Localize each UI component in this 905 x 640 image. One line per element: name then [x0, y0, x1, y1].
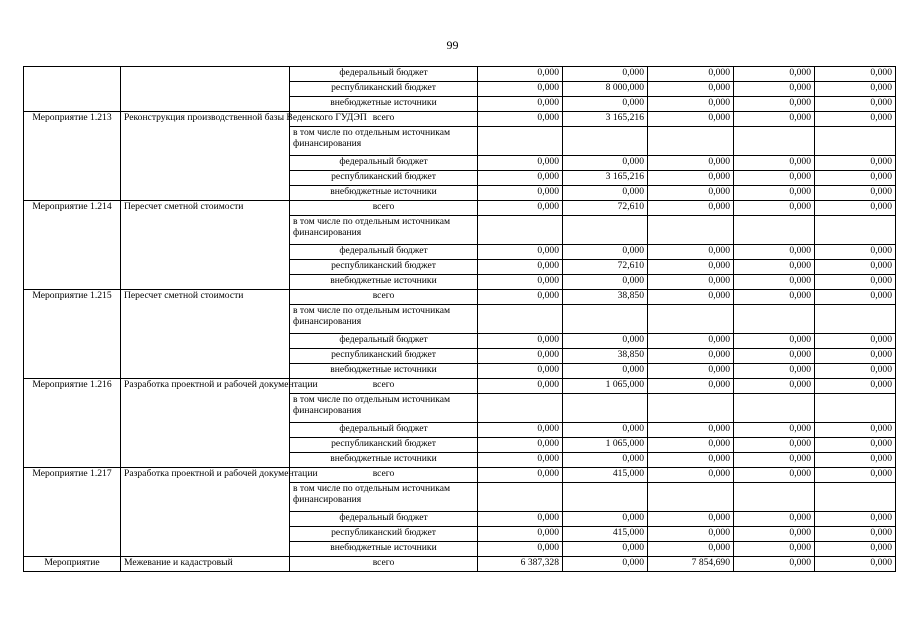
- amount-cell: 0,000: [734, 82, 815, 97]
- activity-name-cell: Мероприятие 1.216: [24, 379, 121, 468]
- amount-cell: [648, 127, 734, 156]
- amount-cell: [563, 394, 648, 423]
- amount-cell: 0,000: [734, 379, 815, 394]
- amount-cell: 0,000: [815, 97, 896, 112]
- table-row: [24, 201, 896, 216]
- amount-cell: 0,000: [734, 112, 815, 127]
- amount-cell: [815, 394, 896, 423]
- amount-cell: 0,000: [478, 186, 563, 201]
- amount-cell: 0,000: [815, 527, 896, 542]
- amount-cell: 0,000: [815, 334, 896, 349]
- amount-cell: 0,000: [648, 112, 734, 127]
- amount-cell: 0,000: [478, 290, 563, 305]
- funding-source-cell: всего: [290, 112, 478, 127]
- amount-cell: [478, 127, 563, 156]
- funding-source-cell: внебюджетные источники: [290, 186, 478, 201]
- amount-cell: [478, 305, 563, 334]
- funding-source-cell: всего: [290, 201, 478, 216]
- budget-table: [23, 66, 896, 572]
- amount-cell: 0,000: [815, 290, 896, 305]
- amount-cell: 0,000: [734, 453, 815, 468]
- amount-cell: 0,000: [478, 349, 563, 364]
- amount-cell: 0,000: [734, 512, 815, 527]
- amount-cell: 0,000: [734, 186, 815, 201]
- funding-source-cell: федеральный бюджет: [290, 67, 478, 82]
- amount-cell: [563, 127, 648, 156]
- amount-cell: 0,000: [734, 349, 815, 364]
- amount-cell: [648, 394, 734, 423]
- amount-cell: 0,000: [734, 201, 815, 216]
- amount-cell: 0,000: [563, 245, 648, 260]
- amount-cell: 0,000: [478, 156, 563, 171]
- amount-cell: 0,000: [563, 364, 648, 379]
- amount-cell: 0,000: [815, 557, 896, 572]
- amount-cell: 0,000: [648, 275, 734, 290]
- amount-cell: 0,000: [815, 245, 896, 260]
- amount-cell: 0,000: [478, 245, 563, 260]
- amount-cell: [478, 216, 563, 245]
- amount-cell: 0,000: [478, 67, 563, 82]
- activity-description-cell: Пересчет сметной стоимости: [121, 201, 290, 290]
- funding-source-cell: республиканский бюджет: [290, 82, 478, 97]
- funding-source-cell: федеральный бюджет: [290, 423, 478, 438]
- amount-cell: 0,000: [478, 438, 563, 453]
- amount-cell: 415,000: [563, 468, 648, 483]
- amount-cell: 0,000: [734, 156, 815, 171]
- activity-description-cell: Межевание и кадастровый: [121, 557, 290, 572]
- funding-source-cell: федеральный бюджет: [290, 512, 478, 527]
- amount-cell: 0,000: [734, 67, 815, 82]
- amount-cell: 0,000: [648, 260, 734, 275]
- funding-source-cell: республиканский бюджет: [290, 260, 478, 275]
- amount-cell: 0,000: [563, 156, 648, 171]
- amount-cell: 0,000: [815, 112, 896, 127]
- funding-source-cell: федеральный бюджет: [290, 245, 478, 260]
- amount-cell: 0,000: [563, 557, 648, 572]
- amount-cell: 0,000: [648, 542, 734, 557]
- amount-cell: 0,000: [648, 201, 734, 216]
- funding-source-cell: внебюджетные источники: [290, 453, 478, 468]
- amount-cell: 72,610: [563, 260, 648, 275]
- funding-source-cell: в том числе по отдельным источникам финансирования: [290, 483, 478, 512]
- amount-cell: 0,000: [734, 275, 815, 290]
- amount-cell: 0,000: [478, 527, 563, 542]
- amount-cell: [478, 483, 563, 512]
- amount-cell: 0,000: [648, 512, 734, 527]
- amount-cell: 0,000: [648, 364, 734, 379]
- amount-cell: [734, 127, 815, 156]
- table-body: [24, 67, 896, 572]
- amount-cell: 0,000: [815, 67, 896, 82]
- amount-cell: 0,000: [734, 557, 815, 572]
- amount-cell: 0,000: [734, 245, 815, 260]
- amount-cell: 0,000: [563, 186, 648, 201]
- amount-cell: 0,000: [648, 97, 734, 112]
- amount-cell: 0,000: [815, 364, 896, 379]
- amount-cell: 0,000: [478, 542, 563, 557]
- amount-cell: 0,000: [734, 438, 815, 453]
- amount-cell: [734, 483, 815, 512]
- funding-source-cell: в том числе по отдельным источникам финансирования: [290, 127, 478, 156]
- activity-description-cell: Реконструкция производственной базы Веденского ГУДЭП: [121, 112, 290, 201]
- amount-cell: 0,000: [648, 379, 734, 394]
- amount-cell: 0,000: [478, 379, 563, 394]
- amount-cell: 0,000: [563, 275, 648, 290]
- funding-source-cell: внебюджетные источники: [290, 364, 478, 379]
- amount-cell: [815, 483, 896, 512]
- amount-cell: 38,850: [563, 290, 648, 305]
- amount-cell: [563, 216, 648, 245]
- activity-description-cell: Разработка проектной и рабочей документации: [121, 379, 290, 468]
- amount-cell: 0,000: [478, 423, 563, 438]
- funding-source-cell: всего: [290, 468, 478, 483]
- amount-cell: 0,000: [478, 364, 563, 379]
- amount-cell: [734, 305, 815, 334]
- table-row: [24, 290, 896, 305]
- amount-cell: 0,000: [815, 468, 896, 483]
- amount-cell: 0,000: [478, 468, 563, 483]
- amount-cell: 3 165,216: [563, 171, 648, 186]
- funding-source-cell: внебюджетные источники: [290, 97, 478, 112]
- amount-cell: [648, 483, 734, 512]
- amount-cell: 0,000: [815, 82, 896, 97]
- amount-cell: 0,000: [815, 275, 896, 290]
- amount-cell: 0,000: [478, 453, 563, 468]
- amount-cell: [563, 305, 648, 334]
- amount-cell: 0,000: [648, 82, 734, 97]
- activity-name-cell: Мероприятие 1.214: [24, 201, 121, 290]
- amount-cell: 0,000: [815, 423, 896, 438]
- amount-cell: 0,000: [734, 260, 815, 275]
- amount-cell: [648, 305, 734, 334]
- activity-description-cell: Разработка проектной и рабочей документации: [121, 468, 290, 557]
- amount-cell: 7 854,690: [648, 557, 734, 572]
- funding-source-cell: республиканский бюджет: [290, 349, 478, 364]
- amount-cell: 0,000: [648, 468, 734, 483]
- page-number: 99: [446, 38, 459, 52]
- amount-cell: 0,000: [563, 453, 648, 468]
- activity-name-cell: Мероприятие 1.213: [24, 112, 121, 201]
- funding-source-cell: в том числе по отдельным источникам финансирования: [290, 305, 478, 334]
- amount-cell: 0,000: [478, 512, 563, 527]
- amount-cell: 0,000: [648, 334, 734, 349]
- amount-cell: [563, 483, 648, 512]
- amount-cell: 0,000: [734, 97, 815, 112]
- amount-cell: 0,000: [734, 171, 815, 186]
- amount-cell: 0,000: [478, 82, 563, 97]
- amount-cell: 0,000: [815, 379, 896, 394]
- amount-cell: 0,000: [648, 245, 734, 260]
- funding-source-cell: федеральный бюджет: [290, 156, 478, 171]
- table-row: [24, 557, 896, 572]
- table-row: [24, 468, 896, 483]
- amount-cell: 0,000: [563, 97, 648, 112]
- table-row: [24, 67, 896, 82]
- funding-source-cell: республиканский бюджет: [290, 527, 478, 542]
- amount-cell: [815, 216, 896, 245]
- amount-cell: [478, 394, 563, 423]
- amount-cell: 0,000: [563, 334, 648, 349]
- amount-cell: 0,000: [648, 156, 734, 171]
- amount-cell: 0,000: [734, 364, 815, 379]
- amount-cell: 0,000: [734, 423, 815, 438]
- amount-cell: 3 165,216: [563, 112, 648, 127]
- amount-cell: 0,000: [478, 275, 563, 290]
- amount-cell: 0,000: [815, 438, 896, 453]
- amount-cell: 415,000: [563, 527, 648, 542]
- amount-cell: 0,000: [815, 542, 896, 557]
- amount-cell: 0,000: [734, 334, 815, 349]
- activity-name-cell: [24, 67, 121, 112]
- table-row: [24, 379, 896, 394]
- activity-description-cell: [121, 67, 290, 112]
- amount-cell: 0,000: [815, 186, 896, 201]
- amount-cell: 0,000: [648, 527, 734, 542]
- amount-cell: 0,000: [478, 97, 563, 112]
- amount-cell: 0,000: [478, 112, 563, 127]
- amount-cell: 0,000: [734, 542, 815, 557]
- amount-cell: 0,000: [815, 453, 896, 468]
- funding-source-cell: внебюджетные источники: [290, 275, 478, 290]
- funding-source-cell: всего: [290, 379, 478, 394]
- amount-cell: 0,000: [478, 334, 563, 349]
- amount-cell: 0,000: [478, 260, 563, 275]
- amount-cell: 0,000: [734, 290, 815, 305]
- amount-cell: 0,000: [478, 171, 563, 186]
- amount-cell: 0,000: [815, 171, 896, 186]
- amount-cell: 0,000: [815, 156, 896, 171]
- amount-cell: 0,000: [815, 349, 896, 364]
- amount-cell: 38,850: [563, 349, 648, 364]
- amount-cell: 0,000: [563, 67, 648, 82]
- amount-cell: 0,000: [815, 512, 896, 527]
- amount-cell: 0,000: [815, 201, 896, 216]
- activity-name-cell: Мероприятие: [24, 557, 121, 572]
- amount-cell: 6 387,328: [478, 557, 563, 572]
- amount-cell: 0,000: [563, 423, 648, 438]
- amount-cell: 0,000: [563, 512, 648, 527]
- amount-cell: 0,000: [648, 453, 734, 468]
- amount-cell: 0,000: [648, 67, 734, 82]
- amount-cell: 0,000: [648, 349, 734, 364]
- funding-source-cell: республиканский бюджет: [290, 438, 478, 453]
- funding-source-cell: всего: [290, 557, 478, 572]
- amount-cell: 0,000: [734, 527, 815, 542]
- funding-source-cell: в том числе по отдельным источникам финансирования: [290, 216, 478, 245]
- amount-cell: 0,000: [648, 171, 734, 186]
- amount-cell: [815, 127, 896, 156]
- funding-source-cell: республиканский бюджет: [290, 171, 478, 186]
- funding-source-cell: в том числе по отдельным источникам финансирования: [290, 394, 478, 423]
- amount-cell: [734, 394, 815, 423]
- activity-description-cell: Пересчет сметной стоимости: [121, 290, 290, 379]
- funding-source-cell: всего: [290, 290, 478, 305]
- amount-cell: [734, 216, 815, 245]
- amount-cell: 0,000: [648, 290, 734, 305]
- amount-cell: 0,000: [734, 468, 815, 483]
- amount-cell: 72,610: [563, 201, 648, 216]
- amount-cell: 0,000: [648, 186, 734, 201]
- funding-source-cell: внебюджетные источники: [290, 542, 478, 557]
- amount-cell: 0,000: [563, 542, 648, 557]
- amount-cell: 0,000: [478, 201, 563, 216]
- activity-name-cell: Мероприятие 1.215: [24, 290, 121, 379]
- amount-cell: 0,000: [648, 438, 734, 453]
- funding-source-cell: федеральный бюджет: [290, 334, 478, 349]
- amount-cell: 8 000,000: [563, 82, 648, 97]
- amount-cell: 1 065,000: [563, 379, 648, 394]
- amount-cell: [815, 305, 896, 334]
- amount-cell: 0,000: [815, 260, 896, 275]
- amount-cell: 0,000: [648, 423, 734, 438]
- amount-cell: [648, 216, 734, 245]
- activity-name-cell: Мероприятие 1.217: [24, 468, 121, 557]
- table-row: [24, 112, 896, 127]
- amount-cell: 1 065,000: [563, 438, 648, 453]
